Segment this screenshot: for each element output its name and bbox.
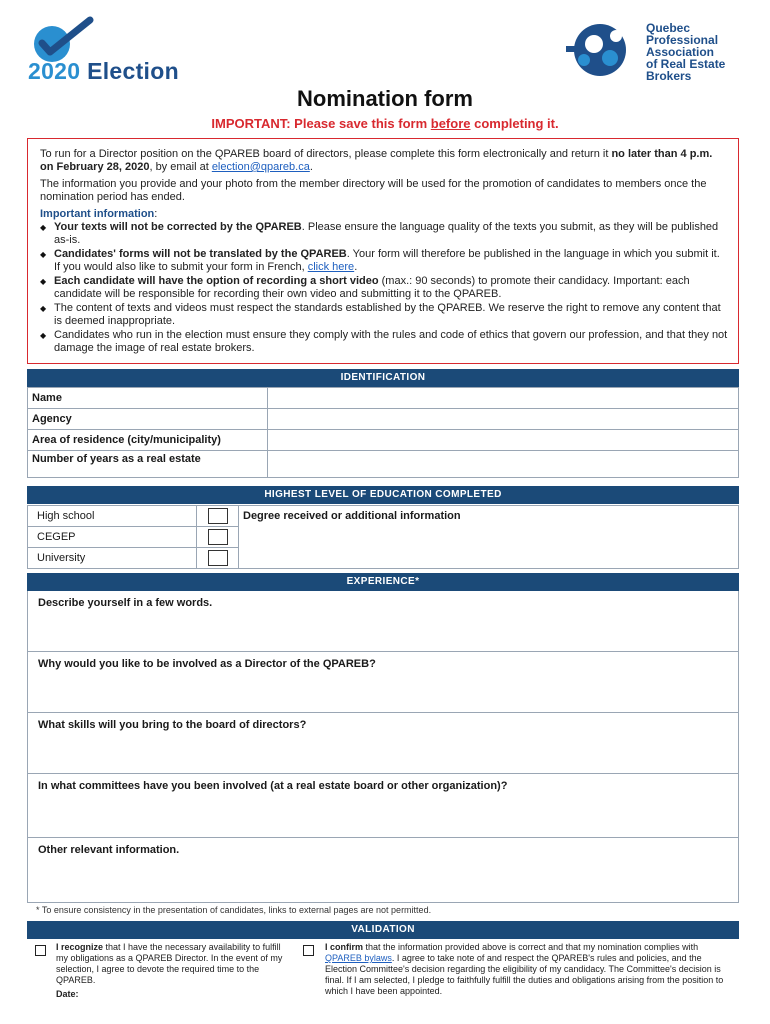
committees-field[interactable] (27, 774, 739, 838)
name-field[interactable] (268, 388, 739, 409)
high-school-label: High school (28, 506, 197, 527)
cegep-checkbox[interactable] (208, 529, 228, 545)
question-label: Other relevant information. (38, 844, 180, 856)
identification-header: IDENTIFICATION (27, 369, 739, 387)
links-note: * To ensure consistency in the presentation of candidates, links to external pages are not permitted. (36, 905, 432, 915)
intro-paragraph-1: To run for a Director position on the QPAREB board of directors, please complete this form electronically and return it no later than 4 p.m. on February 28, 2020, by email at election@qpareb.ca. (40, 148, 713, 173)
table-row (28, 451, 739, 478)
education-header: HIGHEST LEVEL OF EDUCATION COMPLETED (27, 486, 739, 504)
important-info-heading: Important information: (40, 208, 158, 220)
qpareb-logo-icon (564, 20, 638, 80)
agency-field[interactable] (268, 409, 739, 430)
area-field[interactable] (268, 430, 739, 451)
question-label: What skills will you bring to the board of directors? (38, 719, 307, 731)
university-checkbox[interactable] (208, 550, 228, 566)
high-school-checkbox[interactable] (208, 508, 228, 524)
question-label: Describe yourself in a few words. (38, 597, 213, 609)
experience-header: EXPERIENCE* (27, 573, 739, 591)
confirm-statement: I confirm that the information provided above is correct and that my nomination complies with QPAREB bylaws. I agree to take note of and respect the QPAREB's rules and policies, and the Election Committee's decision regarding the eligibility of my candidacy. The Committee's decision is final. If I am selected, I pledge to faithfully fulfill the duties and obligations arising from the position to which I have been appointed. (325, 942, 724, 996)
date-label: Date: (56, 989, 79, 999)
click-here-link[interactable]: click here (307, 261, 355, 273)
years-label: Number of years as a real estate (28, 451, 268, 478)
other-info-field[interactable] (27, 838, 739, 903)
table-row (28, 409, 739, 430)
list-item: ◆ Your texts will not be corrected by the QPAREB. Please ensure the language quality of the texts you submit, as they will be published as-is. (40, 221, 728, 247)
agency-label: Agency (28, 409, 268, 430)
degree-label: Degree received or additional information (243, 510, 461, 522)
important-info-list (40, 221, 728, 355)
area-label: Area of residence (city/municipality) (28, 430, 268, 451)
list-item: ◆ Each candidate will have the option of recording a short video (max.: 90 seconds) to promote their candidacy. Important: each candidate will be responsible for recording their own video and submitting it to the QPAREB. (40, 275, 728, 301)
list-item: ◆ Candidates' forms will not be translated by the QPAREB. Your form will therefore be published in the language in which you submit it. If you would also like to submit your form in French, click here. (40, 248, 728, 274)
checkbox-cell (197, 527, 239, 548)
years-field[interactable] (268, 451, 739, 478)
bylaws-link[interactable]: QPAREB bylaws (325, 953, 392, 963)
skills-field[interactable] (27, 713, 739, 774)
checkmark-logo-icon (30, 16, 100, 64)
table-row (28, 430, 739, 451)
table-row (28, 388, 739, 409)
checkbox-cell (197, 548, 239, 569)
checkbox-cell (197, 506, 239, 527)
recognize-statement: I recognize that I have the necessary availability to fulfill my obligations as a QPAREB Director. In the event of my selection, I agree to devote the required time to the QPAREB. Date: (56, 942, 294, 1000)
validation-header: VALIDATION (27, 921, 739, 939)
degree-field[interactable] (239, 506, 739, 569)
name-label: Name (28, 388, 268, 409)
intro-paragraph-2: The information you provide and your photo from the member directory will be used for the promotion of candidates to members once the nomination period has ended. (40, 178, 707, 203)
why-director-field[interactable] (27, 652, 739, 713)
describe-yourself-field[interactable] (27, 591, 739, 652)
identification-table (27, 387, 739, 478)
instructions-box (27, 138, 739, 364)
election-email-link[interactable]: election@qpareb.ca (211, 161, 310, 173)
table-row (28, 506, 739, 527)
question-label: In what committees have you been involved (at a real estate board or other organization)? (38, 780, 508, 792)
list-item: ◆ Candidates who run in the election must ensure they comply with the rules and code of ethics that govern our profession, and that they not damage the image of real estate brokers. (40, 329, 728, 355)
org-name: Quebec Professional Association of Real Estate Brokers (646, 21, 726, 83)
university-label: University (28, 548, 197, 569)
list-item: ◆ The content of texts and videos must respect the standards established by the QPAREB. We reserve the right to remove any content that is deemed inappropriate. (40, 302, 728, 328)
important-notice: IMPORTANT: Please save this form before completing it. (211, 116, 559, 131)
education-table (27, 505, 739, 569)
recognize-checkbox[interactable] (35, 945, 46, 956)
confirm-checkbox[interactable] (303, 945, 314, 956)
question-label: Why would you like to be involved as a Director of the QPAREB? (38, 658, 376, 670)
cegep-label: CEGEP (28, 527, 197, 548)
form-title: Nomination form (297, 86, 473, 111)
election-title: 2020 Election (28, 58, 179, 84)
